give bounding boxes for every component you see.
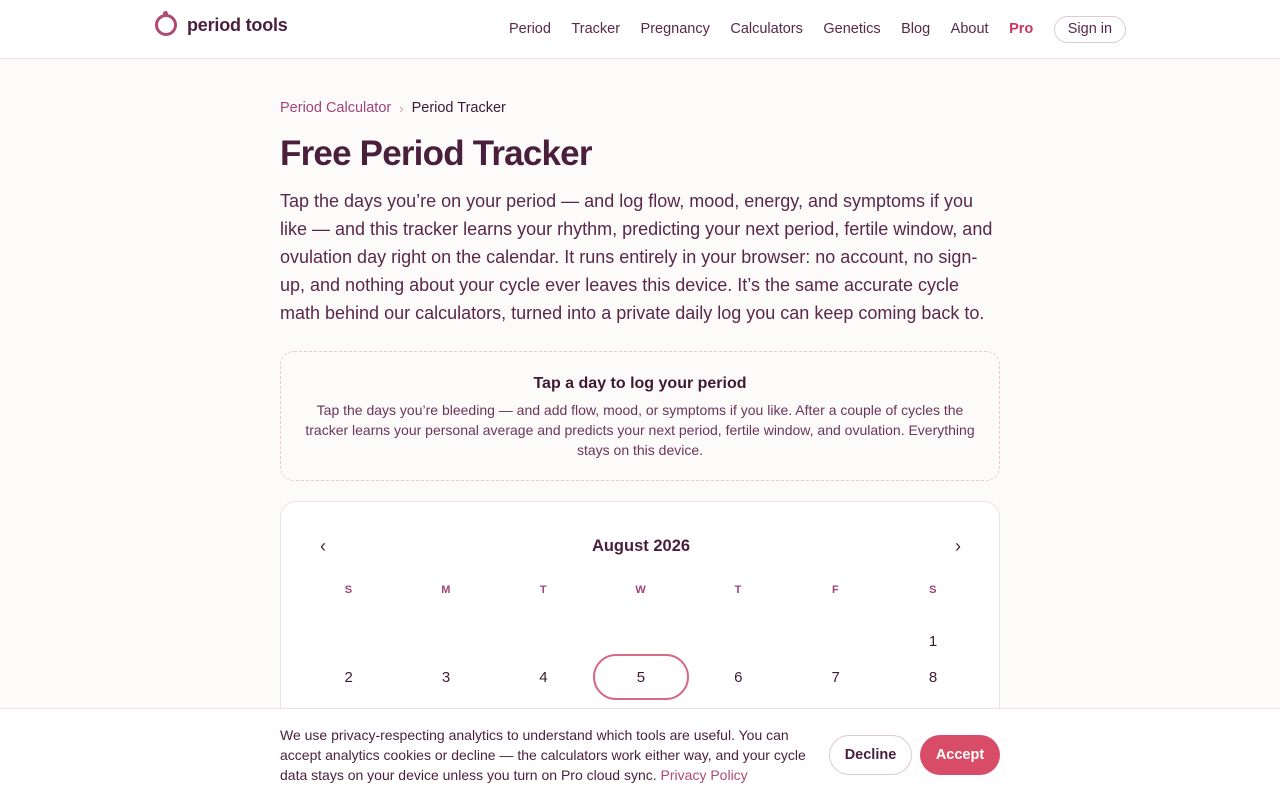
calendar-header <box>281 535 1001 557</box>
cookie-message: We use privacy-respecting analytics to understand which tools are useful. You can accept analytics cookies or decline — the calculators work either way, and your cycle data stays on your device unless you turn on Pro cloud sync. <box>280 727 806 783</box>
calendar-day-number: 8 <box>928 668 938 686</box>
breadcrumb <box>280 100 506 116</box>
calendar-day-number: 6 <box>734 668 743 686</box>
nav-tracker[interactable]: Tracker <box>571 21 621 37</box>
weekday-row <box>300 584 982 596</box>
next-month-chevron-icon[interactable]: › <box>955 536 961 556</box>
calendar-day[interactable] <box>495 653 592 701</box>
calendar-day[interactable] <box>300 653 397 701</box>
breadcrumb-separator-icon: › <box>399 100 404 116</box>
prev-month-chevron-icon[interactable]: ‹ <box>320 536 326 556</box>
calendar-month-title: August 2026 <box>591 537 691 555</box>
weekday-label: S <box>929 584 937 596</box>
weekday-label: S <box>344 584 353 596</box>
nav-calculators[interactable]: Calculators <box>730 21 803 37</box>
calendar-day-number: 1 <box>928 632 938 650</box>
nav-pregnancy[interactable]: Pregnancy <box>640 21 710 37</box>
weekday-label: W <box>635 584 647 596</box>
calendar-day-number: 7 <box>831 668 840 686</box>
log-hint-box <box>280 351 1000 481</box>
calendar-day-today[interactable] <box>592 653 689 701</box>
nav-pro[interactable]: Pro <box>1009 21 1034 37</box>
cookie-banner <box>0 708 1280 800</box>
weekday-label: T <box>734 584 742 596</box>
nav-about[interactable]: About <box>950 21 989 37</box>
privacy-policy-link[interactable]: Privacy Policy <box>660 767 748 783</box>
calendar-day-number: 5 <box>593 654 689 700</box>
weekday-label: M <box>441 584 451 596</box>
logo-ring-icon <box>155 14 177 36</box>
page-title: Free Period Tracker <box>280 134 592 173</box>
main-nav <box>509 15 1126 43</box>
decline-button[interactable]: Decline <box>829 735 912 775</box>
breadcrumb-parent-link[interactable]: Period Calculator <box>280 100 392 116</box>
log-hint-title: Tap a day to log your period <box>533 375 747 392</box>
intro-paragraph: Tap the days you’re on your period — and log flow, mood, energy, and symptoms if you like — and this tracker learns your rhythm, predicting your next period, fertile window, and ovulation day right on the calendar. It runs entirely in your browser: no account, no sign-up, and nothing about your cycle ever leaves this device. It’s the same accurate cycle math behind our calculators, turned into a private daily log you can keep coming back to. <box>280 191 993 323</box>
calendar-week-row <box>300 653 982 701</box>
calendar-day[interactable] <box>690 653 787 701</box>
nav-period[interactable]: Period <box>509 21 551 37</box>
log-hint-text: Tap the days you’re bleeding — and add flow, mood, or symptoms if you like. After a couple of cycles the tracker learns your personal average and predicts your next period, fertile window, and ovulation. Everything stays on this device. <box>305 402 975 458</box>
logo[interactable] <box>155 14 288 36</box>
calendar-day-number: 3 <box>441 668 451 686</box>
sign-in-button[interactable]: Sign in <box>1054 16 1126 43</box>
weekday-label: T <box>539 584 548 596</box>
calendar-day-number: 2 <box>344 668 353 686</box>
site-header <box>0 0 1280 59</box>
nav-genetics[interactable]: Genetics <box>823 21 881 37</box>
cookie-text <box>280 725 820 785</box>
accept-button[interactable]: Accept <box>920 735 1000 775</box>
logo-text: period tools <box>187 14 288 35</box>
calendar-day-number: 4 <box>539 668 548 686</box>
weekday-label: F <box>832 584 840 596</box>
calendar-day[interactable] <box>787 653 884 701</box>
calendar-day[interactable] <box>397 653 494 701</box>
nav-blog[interactable]: Blog <box>901 21 931 37</box>
breadcrumb-current: Period Tracker <box>411 100 506 116</box>
calendar-day[interactable] <box>884 653 981 701</box>
